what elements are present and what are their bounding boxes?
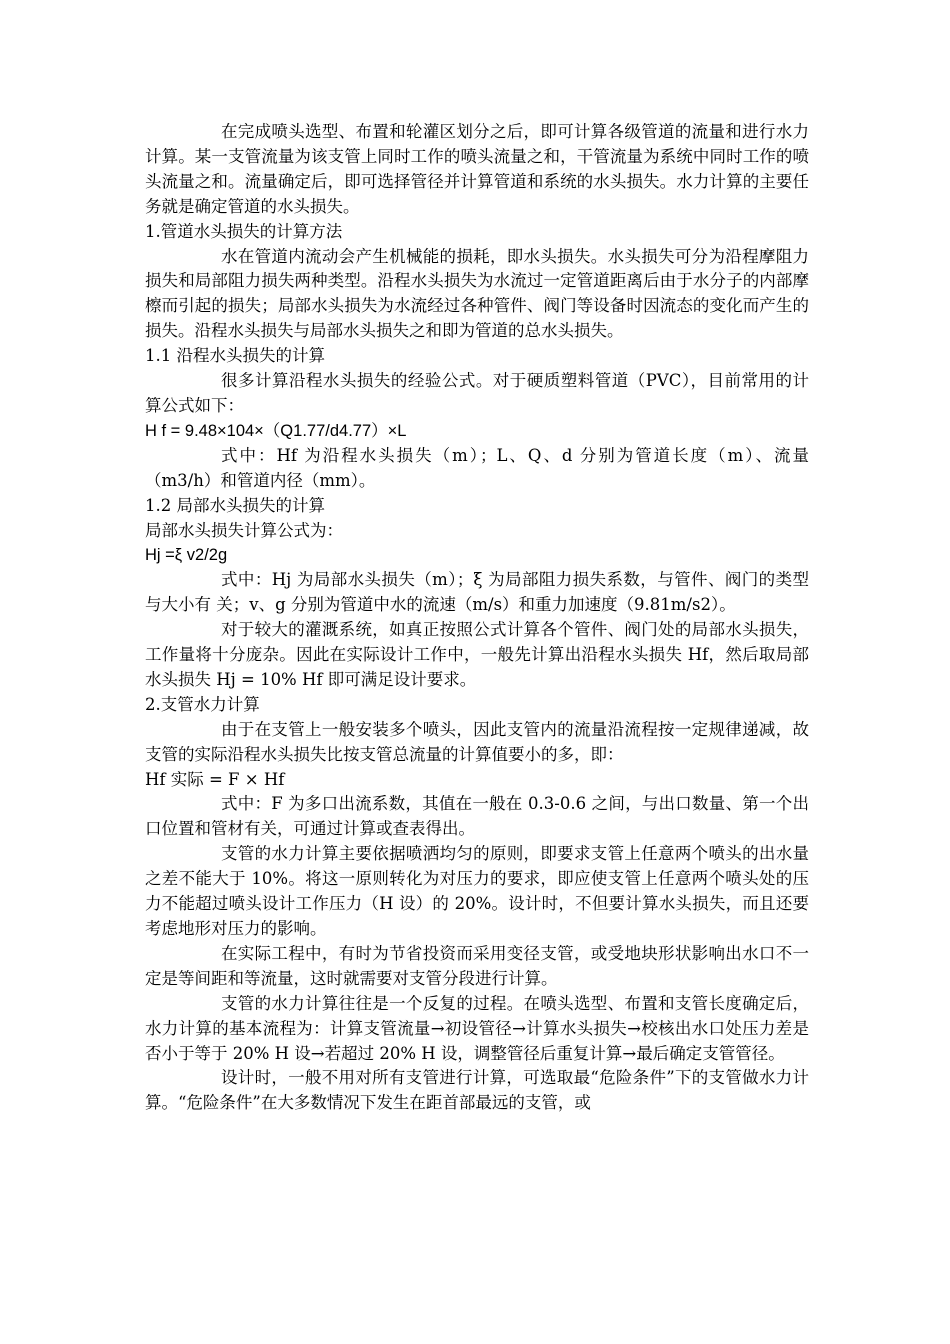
paragraph-lateral-flow: 由于在支管上一般安装多个喷头，因此支管内的流量沿流程按一定规律递减，故支管的实际沿程水头损失比按支管总流量的计算值要小的多，即： bbox=[145, 719, 809, 764]
paragraph-head-loss-definition: 水在管道内流动会产生机械能的损耗，即水头损失。水头损失可分为沿程摩阻力损失和局部阻力损失两种类型。沿程水头损失为水流过一定管道距离后由于水分子的内部摩檫而引起的损失；局部水头损失为水流经过各种管件、阀门等设备时因流态的变化而产生的损失。沿程水头损失与局部水头损失之和即为管道的总水头损失。 bbox=[145, 246, 809, 341]
formula-local-loss: Hj =ξ v2/2g bbox=[145, 546, 228, 565]
heading-head-loss-method: 1.管道水头损失的计算方法 bbox=[145, 221, 343, 241]
paragraph-iterative-process: 支管的水力计算往往是一个反复的过程。在喷头选型、布置和支管长度确定后，水力计算的基本流程为：计算支管流量→初设管径→计算水头损失→校核出水口处压力差是否小于等于 20% H 设→若超过 20% H 设，调整管径后重复计算→最后确定支管管径。 bbox=[145, 993, 809, 1063]
heading-local-loss: 1.2 局部水头损失的计算 bbox=[145, 495, 325, 515]
paragraph-friction-variables: 式中：Hf 为沿程水头损失（m）；L、Q、d 分别为管道长度（m）、流量（m3/h）和管道内径（mm）。 bbox=[145, 445, 809, 490]
paragraph-large-system: 对于较大的灌溉系统，如真正按照公式计算各个管件、阀门处的局部水头损失，工作量将十分庞杂。因此在实际设计工作中，一般先计算出沿程水头损失 Hf，然后取局部水头损失 Hj = 10% Hf 即可满足设计要求。 bbox=[145, 620, 809, 689]
document-body bbox=[145, 120, 809, 1116]
paragraph-critical-condition: 设计时，一般不用对所有支管进行计算，可选取最“危险条件”下的支管做水力计算。“危险条件”在大多数情况下发生在距首部最远的支管，或 bbox=[145, 1068, 809, 1113]
paragraph-outlet-coefficient: 式中：F 为多口出流系数，其值在一般在 0.3-0.6 之间，与出口数量、第一个出口位置和管材有关，可通过计算或查表得出。 bbox=[145, 794, 809, 839]
heading-lateral-hydraulics: 2.支管水力计算 bbox=[145, 694, 260, 714]
formula-friction-loss: H f = 9.48×104×（Q1.77/d4.77）×L bbox=[145, 421, 407, 440]
paragraph-local-variables: 式中：Hj 为局部水头损失（m）；ξ 为局部阻力损失系数，与管件、阀门的类型与大小有 关；v、g 分别为管道中水的流速（m/s）和重力加速度（9.81m/s2）。 bbox=[145, 570, 809, 615]
paragraph-uniformity-principle: 支管的水力计算主要依据喷洒均匀的原则，即要求支管上任意两个喷头的出水量之差不能大于 10%。将这一原则转化为对压力的要求，即应使支管上任意两个喷头处的压力不能超过喷头设计工作压力（H 设）的 20%。设计时，不但要计算水头损失，而且还要考虑地形对压力的影响。 bbox=[145, 844, 809, 938]
paragraph-intro: 在完成喷头选型、布置和轮灌区划分之后，即可计算各级管道的流量和进行水力计算。某一支管流量为该支管上同时工作的喷头流量之和，干管流量为系统中同时工作的喷头流量之和。流量确定后，即可选择管径并计算管道和系统的水头损失。水力计算的主要任务就是确定管道的水头损失。 bbox=[145, 122, 809, 216]
paragraph-friction-formula-intro: 很多计算沿程水头损失的经验公式。对于硬质塑料管道（PVC），目前常用的计算公式如下： bbox=[145, 371, 809, 415]
heading-friction-loss: 1.1 沿程水头损失的计算 bbox=[145, 346, 325, 366]
paragraph-local-formula-intro: 局部水头损失计算公式为： bbox=[145, 520, 343, 540]
paragraph-segmented-calculation: 在实际工程中，有时为节省投资而采用变径支管，或受地块形状影响出水口不一定是等间距和等流量，这时就需要对支管分段进行计算。 bbox=[145, 943, 809, 988]
formula-actual-loss: Hf 实际 = F × Hf bbox=[145, 769, 285, 789]
